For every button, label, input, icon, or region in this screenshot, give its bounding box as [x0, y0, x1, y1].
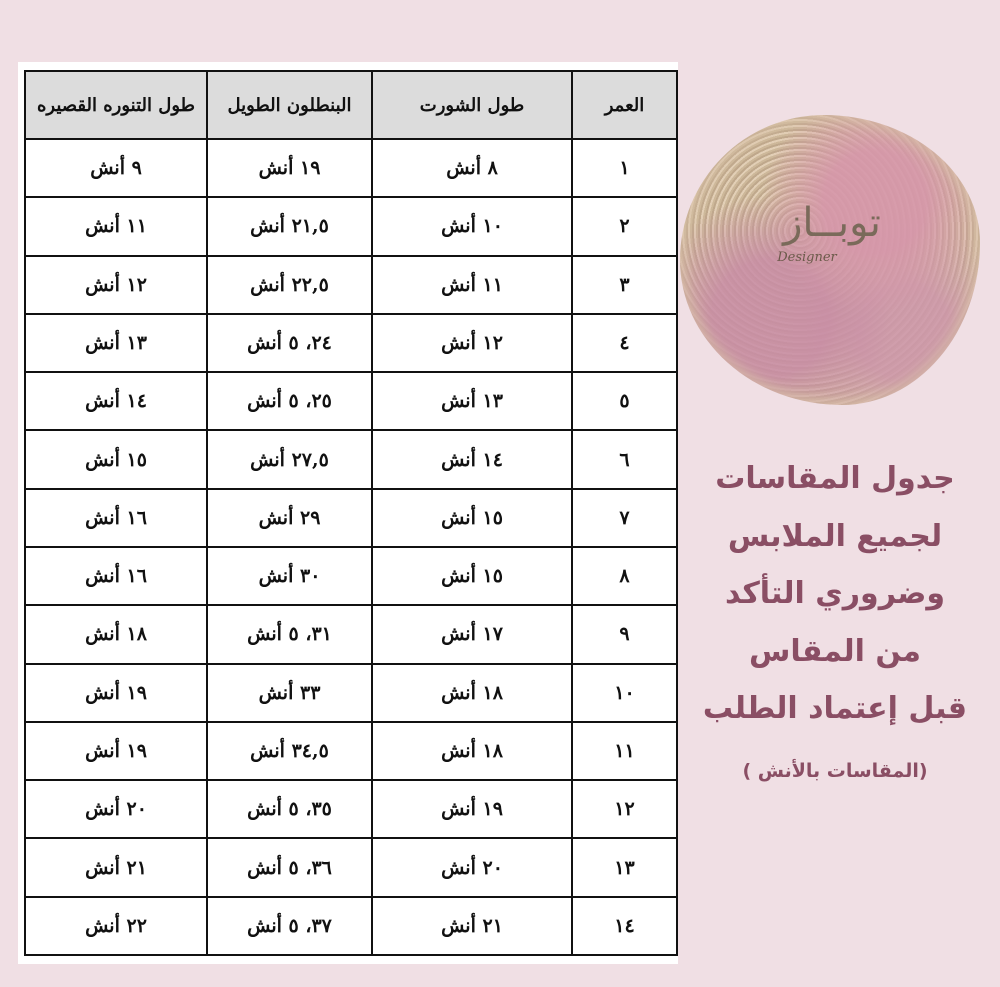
cell-skirt-length: ١٢ أنش	[25, 256, 207, 314]
cell-age: ١٤	[572, 897, 677, 955]
cell-long-pants: ٣٦، ٥ أنش	[207, 838, 372, 896]
table-header-row	[25, 71, 677, 139]
cell-long-pants: ٢٧,٥ أنش	[207, 430, 372, 488]
cell-long-pants: ٢١,٥ أنش	[207, 197, 372, 255]
cell-skirt-length: ١١ أنش	[25, 197, 207, 255]
cell-long-pants: ٣٧، ٥ أنش	[207, 897, 372, 955]
table-row	[25, 780, 677, 838]
table-row	[25, 547, 677, 605]
cell-skirt-length: ١٦ أنش	[25, 547, 207, 605]
cell-skirt-length: ١٤ أنش	[25, 372, 207, 430]
table-row	[25, 605, 677, 663]
cell-shorts-length: ١١ أنش	[372, 256, 572, 314]
table-row	[25, 256, 677, 314]
cell-shorts-length: ١٢ أنش	[372, 314, 572, 372]
logo-name: توبــاز	[783, 200, 881, 246]
table-row	[25, 314, 677, 372]
cell-shorts-length: ١٥ أنش	[372, 489, 572, 547]
cell-age: ١٠	[572, 664, 677, 722]
caption-line: قبل إعتماد الطلب	[702, 691, 968, 726]
cell-age: ١٣	[572, 838, 677, 896]
size-table	[24, 70, 678, 956]
header-age: العمر	[572, 71, 677, 139]
cell-skirt-length: ٢٢ أنش	[25, 897, 207, 955]
cell-long-pants: ٢٢,٥ أنش	[207, 256, 372, 314]
cell-age: ٢	[572, 197, 677, 255]
cell-shorts-length: ١٩ أنش	[372, 780, 572, 838]
table-row	[25, 664, 677, 722]
caption	[690, 450, 980, 738]
cell-age: ١٢	[572, 780, 677, 838]
cell-skirt-length: ١٣ أنش	[25, 314, 207, 372]
table-row	[25, 197, 677, 255]
cell-long-pants: ٣١، ٥ أنش	[207, 605, 372, 663]
cell-skirt-length: ١٨ أنش	[25, 605, 207, 663]
caption-line: لجميع الملابس	[727, 518, 943, 554]
cell-shorts-length: ٢١ أنش	[372, 897, 572, 955]
table-body	[25, 139, 677, 955]
cell-shorts-length: ١٨ أنش	[372, 722, 572, 780]
cell-long-pants: ٢٥، ٥ أنش	[207, 372, 372, 430]
cell-long-pants: ٣٤,٥ أنش	[207, 722, 372, 780]
cell-age: ١	[572, 139, 677, 197]
cell-skirt-length: ٢٠ أنش	[25, 780, 207, 838]
cell-long-pants: ٣٥، ٥ أنش	[207, 780, 372, 838]
table-row	[25, 430, 677, 488]
cell-skirt-length: ٢١ أنش	[25, 838, 207, 896]
cell-age: ١١	[572, 722, 677, 780]
cell-shorts-length: ١٤ أنش	[372, 430, 572, 488]
table-row	[25, 722, 677, 780]
table-row	[25, 372, 677, 430]
logo-subtitle: Designer	[777, 250, 837, 265]
cell-shorts-length: ١٧ أنش	[372, 605, 572, 663]
cell-skirt-length: ١٥ أنش	[25, 430, 207, 488]
cell-age: ٨	[572, 547, 677, 605]
header-shorts-length: طول الشورت	[372, 71, 572, 139]
cell-age: ٤	[572, 314, 677, 372]
caption-line: وضروري التأكد	[725, 576, 945, 611]
header-skirt-length: طول التنوره القصيره	[25, 71, 207, 139]
cell-shorts-length: ١٠ أنش	[372, 197, 572, 255]
cell-shorts-length: ٨ أنش	[372, 139, 572, 197]
cell-skirt-length: ١٦ أنش	[25, 489, 207, 547]
cell-skirt-length: ١٩ أنش	[25, 664, 207, 722]
cell-shorts-length: ١٨ أنش	[372, 664, 572, 722]
units-note: (المقاسات بالأنش )	[742, 760, 928, 782]
cell-age: ٩	[572, 605, 677, 663]
cell-age: ٥	[572, 372, 677, 430]
cell-shorts-length: ٢٠ أنش	[372, 838, 572, 896]
cell-long-pants: ٢٩ أنش	[207, 489, 372, 547]
caption-line: جدول المقاسات	[715, 461, 955, 496]
table-row	[25, 139, 677, 197]
table-row	[25, 838, 677, 896]
cell-long-pants: ٣٠ أنش	[207, 547, 372, 605]
table-row	[25, 489, 677, 547]
cell-skirt-length: ١٩ أنش	[25, 722, 207, 780]
cell-long-pants: ٣٣ أنش	[207, 664, 372, 722]
caption-line: من المقاس	[749, 633, 921, 669]
cell-age: ٧	[572, 489, 677, 547]
cell-shorts-length: ١٣ أنش	[372, 372, 572, 430]
header-long-pants: البنطلون الطويل	[207, 71, 372, 139]
cell-skirt-length: ٩ أنش	[25, 139, 207, 197]
cell-long-pants: ١٩ أنش	[207, 139, 372, 197]
table-row	[25, 897, 677, 955]
cell-long-pants: ٢٤، ٥ أنش	[207, 314, 372, 372]
size-table-panel	[18, 62, 678, 964]
cell-age: ٣	[572, 256, 677, 314]
cell-shorts-length: ١٥ أنش	[372, 547, 572, 605]
cell-age: ٦	[572, 430, 677, 488]
